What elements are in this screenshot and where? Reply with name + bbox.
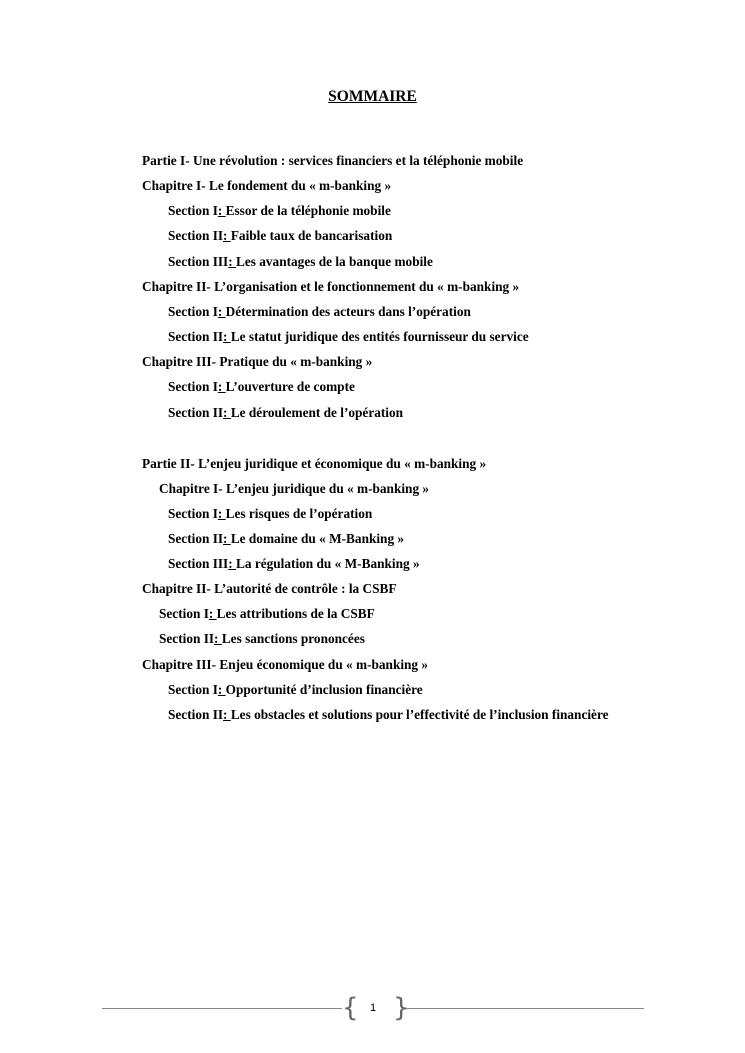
section-colon: : — [214, 631, 222, 646]
toc-text: Partie II- L’enjeu juridique et économique du « m-banking » — [142, 456, 487, 471]
section-colon: : — [223, 405, 231, 420]
toc-partie-2 — [142, 456, 486, 472]
toc-text: Chapitre I- Le fondement du « m-banking » — [142, 178, 392, 193]
section-colon: : — [223, 707, 231, 722]
toc-chapitre-2 — [142, 279, 519, 295]
toc-chapitre-1 — [159, 481, 429, 497]
section-colon: : — [228, 254, 236, 269]
toc-text: Les avantages de la banque mobile — [235, 254, 433, 269]
section-label: Section II — [168, 228, 224, 243]
toc-text: L’ouverture de compte — [225, 379, 355, 394]
section-label: Section I — [168, 304, 218, 319]
left-brace-icon: { — [342, 993, 359, 1023]
section-label: Section I — [168, 506, 218, 521]
toc-text: Opportunité d’inclusion financière — [225, 682, 423, 697]
toc-chapitre-3 — [142, 657, 428, 673]
section-colon: : — [223, 228, 231, 243]
section-label: Section I — [159, 606, 209, 621]
section-label: Section III — [168, 254, 229, 269]
toc-text: La régulation du « M-Banking » — [235, 556, 420, 571]
toc-text: Chapitre II- L’organisation et le fonctionnement du « m-banking » — [142, 279, 520, 294]
section-label: Section I — [168, 379, 218, 394]
toc-text: Partie I- Une révolution : services financiers et la téléphonie mobile — [142, 153, 524, 168]
toc-text: Le statut juridique des entités fournisseur du service — [230, 329, 529, 344]
toc-section — [168, 707, 609, 723]
toc-text: Chapitre III- Pratique du « m-banking » — [142, 354, 373, 369]
toc-section — [168, 203, 391, 219]
toc-text: Les risques de l’opération — [225, 506, 373, 521]
toc-section — [168, 254, 433, 270]
toc-section — [168, 329, 529, 345]
toc-text: Chapitre II- L’autorité de contrôle : la CSBF — [142, 581, 397, 596]
section-label: Section II — [168, 329, 224, 344]
page-number: 1 — [369, 1002, 377, 1014]
toc-text: Chapitre III- Enjeu économique du « m-banking » — [142, 657, 429, 672]
toc-chapitre-1 — [142, 178, 391, 194]
section-label: Section II — [168, 707, 224, 722]
toc-chapitre-3 — [142, 354, 372, 370]
toc-text: Détermination des acteurs dans l’opération — [225, 304, 471, 319]
section-colon: : — [223, 531, 231, 546]
toc-section — [168, 379, 355, 395]
toc-text: Faible taux de bancarisation — [230, 228, 393, 243]
section-colon: : — [217, 682, 226, 697]
section-colon: : — [208, 606, 217, 621]
toc-section — [168, 228, 392, 244]
footer-rule-right — [402, 1008, 644, 1009]
toc-section — [168, 506, 372, 522]
toc-section — [168, 682, 423, 698]
section-colon: : — [217, 506, 226, 521]
toc-text: Le domaine du « M-Banking » — [230, 531, 405, 546]
section-colon: : — [217, 304, 226, 319]
right-brace-icon: } — [393, 993, 410, 1023]
toc-section — [168, 531, 404, 547]
toc-chapitre-2 — [142, 581, 396, 597]
section-label: Section I — [168, 203, 218, 218]
section-colon: : — [217, 203, 226, 218]
toc-section — [168, 556, 420, 572]
toc-partie-1 — [142, 153, 523, 169]
toc-section — [159, 606, 375, 622]
section-colon: : — [217, 379, 226, 394]
toc-text: Les sanctions prononcées — [221, 631, 365, 646]
section-colon: : — [228, 556, 236, 571]
toc-section — [168, 405, 403, 421]
section-label: Section III — [168, 556, 229, 571]
section-label: Section II — [168, 405, 224, 420]
toc-text: Le déroulement de l’opération — [230, 405, 404, 420]
toc-text: Les obstacles et solutions pour l’effectivité de l’inclusion financière — [230, 707, 609, 722]
toc-text: Essor de la téléphonie mobile — [225, 203, 391, 218]
toc-text: Chapitre I- L’enjeu juridique du « m-banking » — [159, 481, 430, 496]
page-title: SOMMAIRE — [328, 88, 417, 105]
section-colon: : — [223, 329, 231, 344]
footer-rule-left — [102, 1008, 342, 1009]
section-label: Section I — [168, 682, 218, 697]
toc-text: Les attributions de la CSBF — [216, 606, 375, 621]
toc-section — [168, 304, 471, 320]
section-label: Section II — [159, 631, 215, 646]
toc-section — [159, 631, 365, 647]
section-label: Section II — [168, 531, 224, 546]
